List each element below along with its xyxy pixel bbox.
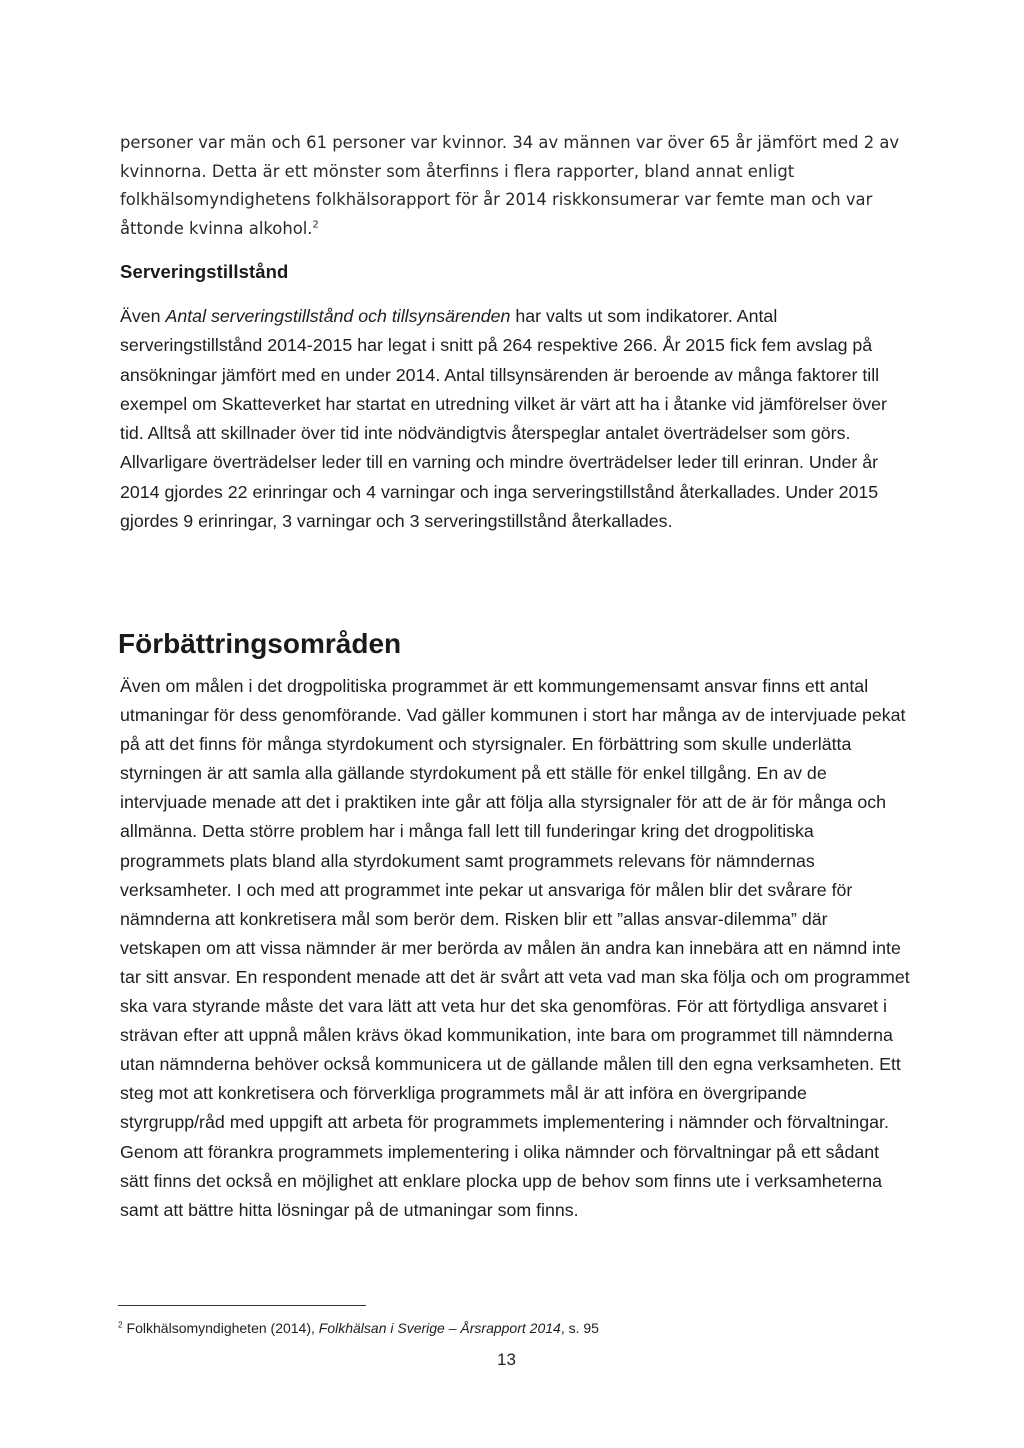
serveringstillstand-indicator-name: Antal serveringstillstånd och tillsynsärenden [165,306,511,326]
serveringstillstand-body: har valts ut som indikatorer. Antal serveringstillstånd 2014-2015 har legat i snitt på 264 respektive 266. År 2015 fick fem avslag på ansökningar jämfört med en under 2014. Antal tillsynsärenden är beroende av många faktorer till exempel om Skatteverket har startat en utredning vilket är värt att ha i åtanke vid jämförelser över tid. Alltså att skillnader över tid inte nödvändigtvis återspeglar antalet överträdelser som görs. Allvarligare överträdelser leder till en varning och mindre överträdelser leder till erinran. Under år 2014 gjordes 22 erinringar och 4 varningar och inga serveringstillstånd återkallades. Under 2015 gjordes 9 erinringar, 3 varningar och 3 serveringstillstånd återkallades. [120,306,887,532]
footnote-text-after: , s. 95 [560,1320,599,1336]
serveringstillstand-paragraph [120,302,910,536]
section-heading-serveringstillstand: Serveringstillstånd [120,261,289,282]
intro-paragraph-text: personer var män och 61 personer var kvinnor. 34 av männen var över 65 år jämfört med 2 av kvinnorna. Detta är ett mönster som återfinns i flera rapporter, bland annat enligt folkhälsomyndighetens folkhälsorapport för år 2014 riskkonsumerar var femte man och var åttonde kvinna alkohol. [120,133,900,238]
serveringstillstand-lead: Även [120,306,166,326]
footnote-separator [118,1305,366,1306]
page-number: 13 [497,1350,516,1369]
footnote [118,1318,818,1338]
footnote-reference[interactable]: 2 [312,219,319,231]
intro-paragraph [120,129,910,243]
footnote-text-before: Folkhälsomyndigheten (2014), [122,1320,319,1336]
section-heading-forbattringsomraden: Förbättringsområden [118,628,402,659]
forbattringsomraden-paragraph: Även om målen i det drogpolitiska programmet är ett kommungemensamt ansvar finns ett antal utmaningar för dess genomförande. Vad gäller kommunen i stort har många av de intervjuade pekat på att det finns för många styrdokument och styrsignaler. En förbättring som skulle underlätta styrningen är att samla alla gällande styrdokument på ett ställe för enkel tillgång. En av de intervjuade menade att det i praktiken inte går att följa alla styrsignaler för att de är för många och allmänna. Detta större problem har i många fall lett till funderingar kring det drogpolitiska programmets plats bland alla styrdokument samt programmets relevans för nämndernas verksamheter. I och med att programmet inte pekar ut ansvariga för målen blir det svårare för nämnderna att konkretisera mål som berör dem. Risken blir ett ”allas ansvar-dilemma” där vetskapen om att vissa nämnder är mer berörda av målen än andra kan innebära att en nämnd inte tar sitt ansvar. En respondent menade att det är svårt att veta vad man ska följa och om programmet ska vara styrande måste det vara lätt att veta hur det ska genomföras. För att förtydliga ansvaret i strävan efter att uppnå målen krävs ökad kommunikation, inte bara om programmet till nämnderna utan nämnderna behöver också kommunicera ut de gällande målen till den egna verksamheten. Ett steg mot att konkretisera och förverkliga programmets mål är att införa en övergripande styrgrupp/råd med uppgift att arbeta för programmets implementering i nämnder och förvaltningar. Genom att förankra programmets implementering i olika nämnder och förvaltningar på ett sådant sätt finns det också en möjlighet att enklare plocka upp de behov som finns ute i verksamheterna samt att bättre hitta lösningar på de utmaningar som finns. [120,676,910,1220]
footnote-number: 2 [118,1319,123,1330]
footnote-source-title: Folkhälsan i Sverige – Årsrapport 2014 [318,1320,561,1336]
